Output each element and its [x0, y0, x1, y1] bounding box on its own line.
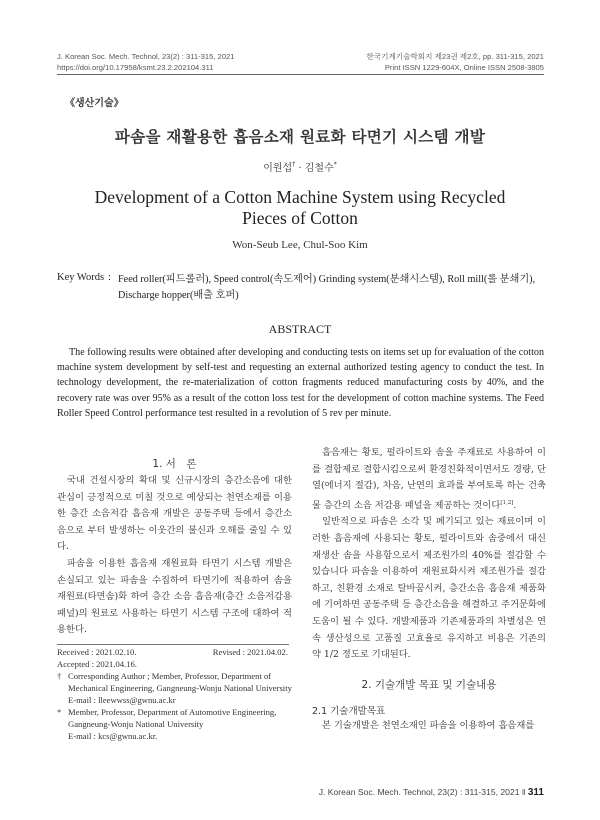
accepted-date: Accepted : 2021.04.16.	[57, 659, 137, 669]
author-separator: ·	[295, 163, 305, 174]
keywords-colon: :	[108, 272, 111, 283]
member-mark: *	[333, 161, 337, 168]
footnotes	[57, 646, 292, 742]
issn-line: Print ISSN 1229-604X, Online ISSN 2508-3805	[384, 63, 544, 72]
section-2-heading: 2. 기술개발 목표 및 기술내용	[361, 679, 497, 691]
doi-link[interactable]: https://doi.org/10.17958/ksmt.23.2.202104.311	[57, 63, 214, 72]
abstract-heading: ABSTRACT	[268, 322, 332, 336]
paragraph-text: 흡음재는 황토, 펄라이트와 솜을 주재료로 사용하여 이를 결합제로 결합시킴으로써 환경친화적이면서도 경량, 단열(에너지 절감), 차음, 난연의 효과를 부여토록 하는 건축물 층간의 소음 저감용 패널을 제공하는 것이다	[312, 447, 546, 511]
author-1-korean: 이원섭	[263, 163, 293, 174]
member-email[interactable]: E-mail : kcs@gwnu.ac.kr.	[68, 731, 158, 741]
paragraph: 파솜을 이용한 흡음재 재원료화 타면기 시스템 개발은 손실되고 있는 파솜을 수집하여 타면기에 적용하여 솜을 재원료(타면솜)화 하여 층간 소음 흡음재(층간 소음저감용 패널)의 원료로 사용하는 타면기 시스템 구조에 대하여 적용한다.	[57, 557, 292, 636]
journal-citation-line: J. Korean Soc. Mech. Technol, 23(2) : 311-315, 2021	[57, 52, 235, 61]
korean-authors	[0, 159, 600, 174]
page-number: 311	[527, 787, 544, 798]
paragraph: 국내 건설시장의 확대 및 신규시장의 층간소음에 대한 관심이 긍정적으로 미칠 것으로 예상되는 천연소재를 이용한 층간 소음저감 흡음재 개발은 공동주택 등에서 층간소음으로 부터 발생하는 이웃간의 불신과 오해를 줄일 수 있다.	[57, 475, 292, 553]
keywords-label: Key Words	[57, 272, 105, 283]
subsection-2-1-heading: 2.1 기술개발목표	[312, 706, 386, 717]
citation-ref: [1,2]	[500, 499, 514, 506]
footer-citation: J. Korean Soc. Mech. Technol, 23(2) : 311-315, 2021 ‖	[318, 787, 526, 797]
english-title	[80, 187, 520, 229]
page-footer	[319, 787, 544, 798]
journal-citation-korean-line: 한국기계기술학회지 제23권 제2호, pp. 311-315, 2021	[366, 52, 544, 61]
author-2-korean: 김철수	[304, 163, 334, 174]
abstract-body: The following results were obtained after developing and conducting tests on items set up for evaluation of the cotton machine system development by self-test and requesting an external authorized testing agency to conduct the test. In technology development, the re-materialization of cotton fragments reduced manufacturing costs by 40%, and the recovery rate was over 95% as a result of the cotton loss test for the development of cotton machine systems. The Feed Roller Speed Control performance test resulted in a revolution of 5 rev per minute.	[57, 347, 544, 419]
english-title-line-2: Pieces of Cotton	[242, 208, 358, 228]
paragraph	[312, 445, 546, 514]
right-column-continued	[312, 718, 546, 735]
left-column-body	[57, 473, 292, 639]
section-1-heading: 1. 서 론	[152, 458, 197, 470]
journal-citation	[57, 51, 234, 73]
member-note	[57, 706, 292, 730]
paragraph: 일반적으로 파솜은 소각 및 폐기되고 있는 재료이며 이러한 흡음재에 사용되는 황토, 펄라이트와 솜중에서 대신 재생산 솜을 사용함으로서 제조원가의 40%를 절감할 수 있습니다 파솜을 이용하여 재원료화시켜 제조원가를 절감하고, 친환경 소재로 탈바꿈시켜, 층간소음 흡음재 제품화에 기여하면 공동주택 등 층간소음을 해결하고 주거문화에 도움이 될 수 있다. 개발제품과 기존제품과의 차별성은 연속 생산성으로 고품질 고효율로 유지하고 비용은 기존의 약 1/2 정도로 기대된다.	[312, 516, 546, 661]
corresponding-author-affiliation: Corresponding Author ; Member, Professor, Department of Mechanical Engineering, Gangneung-Wonju National University	[68, 671, 292, 693]
journal-citation-korean	[366, 51, 544, 73]
section-tag: 《생산기술》	[65, 98, 124, 109]
corresponding-author-note	[57, 670, 292, 694]
right-column-body	[312, 445, 546, 664]
korean-title: 파솜을 재활용한 흡음소재 원료화 타면기 시스템 개발	[114, 128, 486, 146]
corresponding-author-mark: †	[292, 161, 296, 168]
member-affiliation: Member, Professor, Department of Automotive Engineering, Gangneung-Wonju National University	[68, 707, 277, 729]
asterisk-mark: *	[57, 707, 62, 717]
english-authors: Won-Seub Lee, Chul-Soo Kim	[232, 239, 368, 251]
dagger-mark: †	[57, 671, 62, 681]
corresponding-author-email[interactable]: E-mail : lleewwss@gwnu.ac.kr	[68, 695, 176, 705]
header-divider	[57, 74, 544, 75]
keywords-text: Feed roller(피드롤러), Speed control(속도제어) Grinding system(분쇄시스템), Roll mill(롤 분쇄기), Discharge hopper(배출 호퍼)	[118, 274, 536, 301]
paragraph-end: .	[513, 499, 517, 511]
received-date-row	[57, 646, 292, 658]
footnote-divider	[57, 644, 289, 645]
revised-date: Revised : 2021.04.02.	[212, 647, 288, 657]
english-title-line-1: Development of a Cotton Machine System using Recycled	[94, 187, 506, 207]
received-date: Received : 2021.02.10.	[57, 647, 137, 657]
paragraph: 본 기술개발은 천연소재인 파솜을 이용하여 흡음재를	[322, 720, 535, 731]
